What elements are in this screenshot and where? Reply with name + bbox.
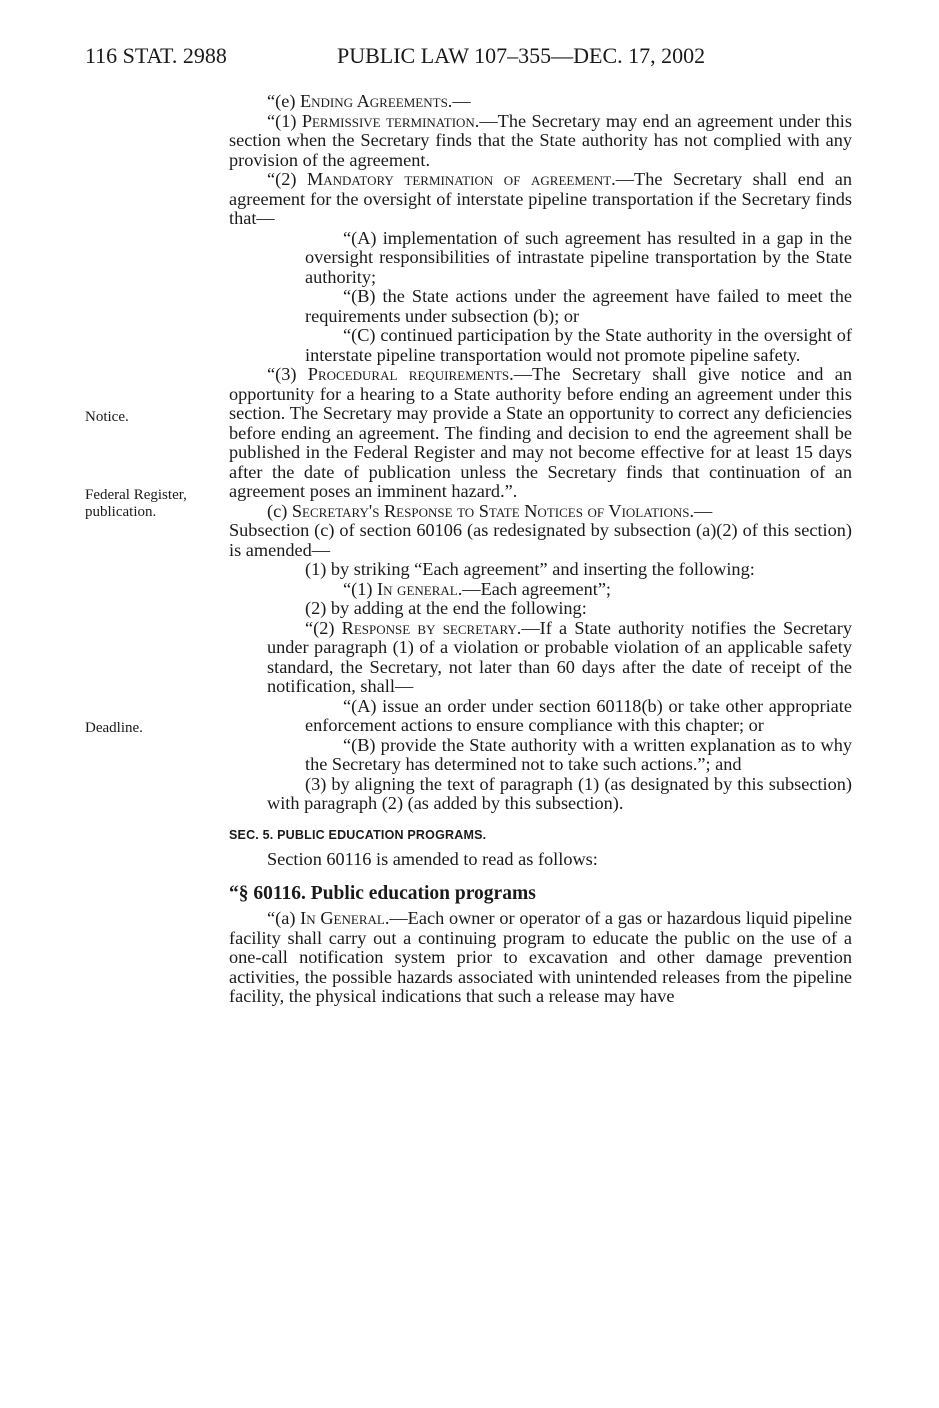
subsection-e-heading: “(e) Ending Agreements.— bbox=[267, 91, 471, 111]
running-header: PUBLIC LAW 107–355—DEC. 17, 2002 bbox=[337, 43, 706, 68]
response-by-secretary: “(2) Response by secretary.—If a State authority notifies the Secretary under paragraph (1) of a violation or probable violation of an applicable safety standard, the Secretary, not later than 60 days after the date of receipt of the notification, shall— bbox=[267, 617, 852, 696]
margin-note-notice: Notice. bbox=[85, 409, 129, 425]
subsection-c-text: Subsection (c) of section 60106 (as redesignated by subsection (a)(2) of this section) is amended— bbox=[229, 520, 852, 560]
page-number: 116 STAT. 2988 bbox=[85, 43, 227, 68]
margin-note-deadline: Deadline. bbox=[85, 720, 143, 736]
paragraph-2-a: “(A) implementation of such agreement has resulted in a gap in the oversight responsibilities of intrastate pipeline transportation by the State authority; bbox=[305, 227, 852, 287]
margin-note-line: publication. bbox=[85, 504, 157, 520]
margin-note-federal-register bbox=[85, 487, 187, 521]
paragraph-1: “(1) Permissive termination.—The Secretary may end an agreement under this section when the Secretary finds that the State authority has not complied with any provision of the agreement. bbox=[229, 110, 852, 170]
response-a: “(A) issue an order under section 60118(b) or take other appropriate enforcement actions to ensure compliance with this chapter; or bbox=[305, 695, 852, 735]
paragraph-2-b: “(B) the State actions under the agreement have failed to meet the requirements under subsection (b); or bbox=[305, 286, 852, 326]
paragraph-2: “(2) Mandatory termination of agreement.—The Secretary shall end an agreement for the oversight of interstate pipeline transportation if the Secretary finds that— bbox=[229, 169, 852, 228]
margin-note-line: Federal Register, bbox=[85, 487, 187, 503]
section-60116-title: “§ 60116. Public education programs bbox=[229, 882, 536, 904]
response-b: “(B) provide the State authority with a written explanation as to why the Secretary has determined not to take such actions.”; and bbox=[305, 734, 852, 774]
body-text bbox=[229, 92, 852, 1007]
amendment-1: (1) by striking “Each agreement” and inserting the following: bbox=[305, 559, 755, 579]
paragraph-3: “(3) Procedural requirements.—The Secretary shall give notice and an opportunity for a hearing to a State authority before ending an agreement under this section. The Secretary may provide a State an opportunity to correct any deficiencies before ending an agreement. The finding and decision to end the agreement shall be published in the Federal Register and may not become effective for at least 15 days after the date of publication unless the Secretary finds that continuation of an agreement poses an imminent hazard.”. bbox=[229, 364, 852, 501]
section-5-intro: Section 60116 is amended to read as follows: bbox=[267, 849, 598, 869]
amendment-2: (2) by adding at the end the following: bbox=[305, 598, 587, 618]
paragraph-2-c: “(C) continued participation by the State authority in the oversight of interstate pipeline transportation would not promote pipeline safety. bbox=[305, 325, 852, 365]
amendment-3: (3) by aligning the text of paragraph (1) (as designated by this subsection) with paragraph (2) (as added by this subsection). bbox=[267, 773, 852, 813]
subsection-a: “(a) In General.—Each owner or operator of a gas or hazardous liquid pipeline facility shall carry out a continuing program to educate the public on the use of a one-call notification system prior to excavation and other damage prevention activities, the possible hazards associated with unintended releases from the pipeline facility, the physical indications that such a release may have bbox=[229, 908, 852, 1006]
section-5-heading: SEC. 5. PUBLIC EDUCATION PROGRAMS. bbox=[229, 827, 487, 842]
subsection-c-heading: (c) Secretary's Response to State Notices of Violations.— bbox=[267, 500, 713, 521]
amendment-1-quote: “(1) In general.—Each agreement”; bbox=[343, 578, 612, 599]
